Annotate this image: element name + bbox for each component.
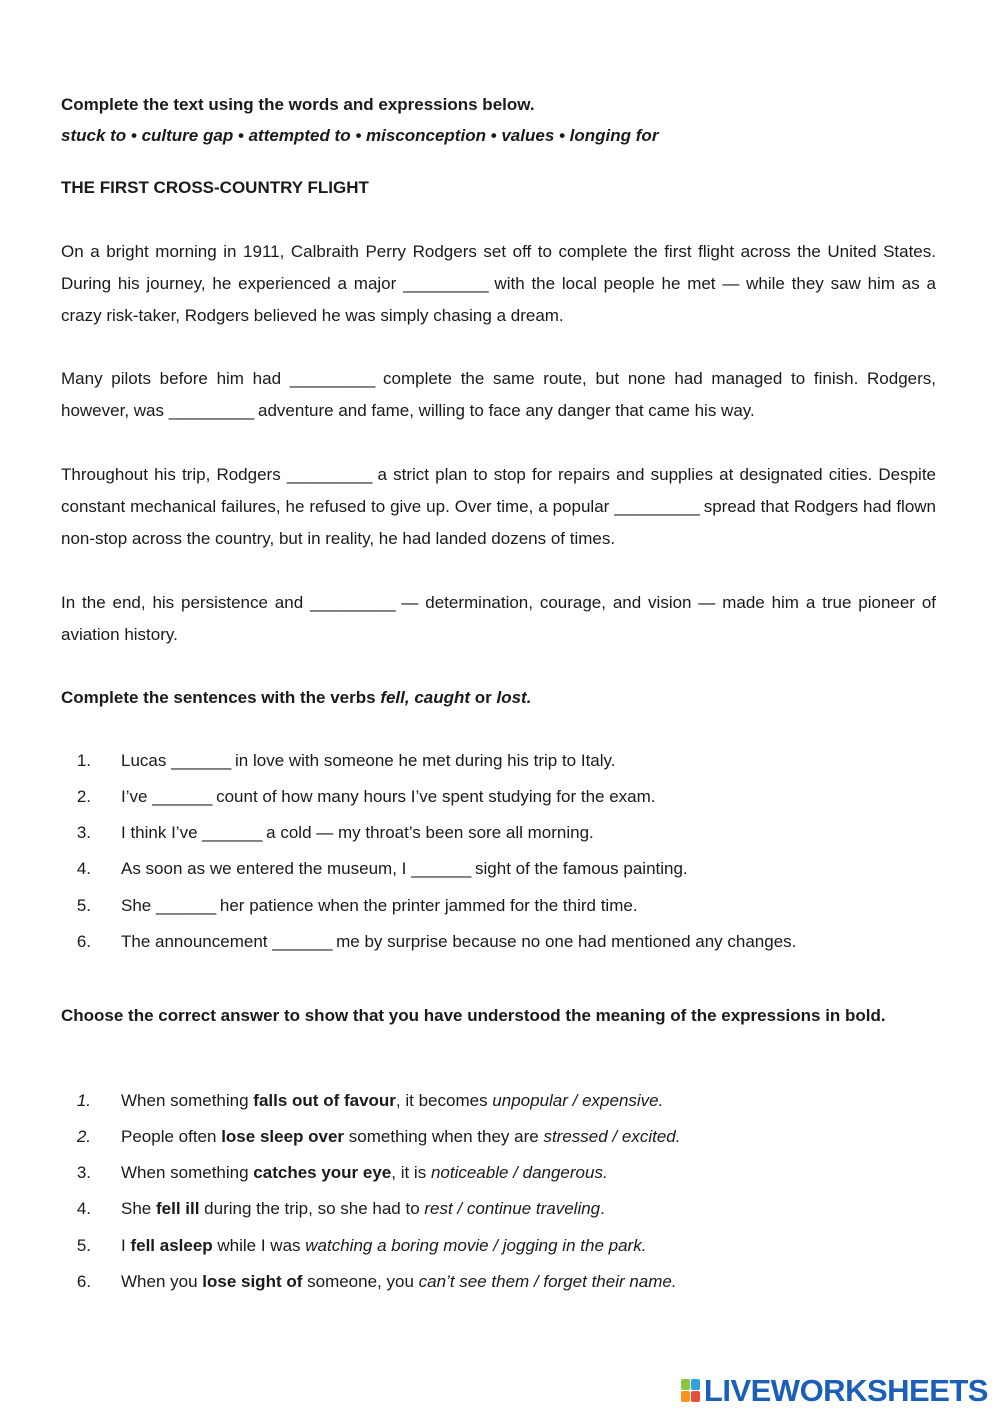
story-paragraph-2: Many pilots before him had __________ complete the same route, but none had managed to finish. Rodgers, however, was __________ adventure and fame, willing to face any danger that came his way. [61, 369, 936, 420]
answer-blank[interactable]: _______ [202, 823, 262, 842]
list-item: 3. I think I’ve _______ a cold — my throat’s been sore all morning. [76, 823, 594, 842]
answer-options[interactable]: rest / continue traveling [424, 1199, 601, 1218]
exercise-3-instruction: Choose the correct answer to show that you have understood the meaning of the expressions in bold. [61, 1006, 886, 1025]
story-title: THE FIRST CROSS-COUNTRY FLIGHT [61, 178, 369, 197]
list-item: 2. People often lose sleep over something when they are stressed / excited. [76, 1127, 681, 1146]
answer-blank[interactable]: _______ [411, 859, 471, 878]
answer-blank[interactable]: __________ [289, 369, 375, 388]
liveworksheets-badge-icon [681, 1379, 701, 1403]
answer-options[interactable]: watching a boring movie / jogging in the park. [305, 1236, 647, 1255]
list-item: 6. The announcement _______ me by surprise because no one had mentioned any changes. [76, 932, 797, 951]
answer-blank[interactable]: _______ [272, 932, 332, 951]
logo-text: LIVEWORKSHEETS [703, 1373, 988, 1408]
story-paragraph-4: In the end, his persistence and __________ — determination, courage, and vision — made him a true pioneer of aviation history. [61, 593, 936, 644]
answer-options[interactable]: can’t see them / forget their name. [418, 1272, 677, 1291]
list-item: 4. As soon as we entered the museum, I _______ sight of the famous painting. [76, 859, 688, 878]
answer-blank[interactable]: __________ [403, 274, 488, 293]
answer-options[interactable]: stressed / excited. [543, 1127, 681, 1146]
answer-options[interactable]: unpopular / expensive. [492, 1091, 664, 1110]
list-item: 1. Lucas _______ in love with someone he met during his trip to Italy. [76, 751, 616, 770]
answer-blank[interactable]: __________ [614, 497, 699, 516]
list-item: 2. I’ve _______ count of how many hours I’ve spent studying for the exam. [76, 787, 656, 806]
answer-blank[interactable]: __________ [310, 593, 395, 612]
answer-blank[interactable]: _______ [152, 787, 212, 806]
story-paragraph-1: On a bright morning in 1911, Calbraith Perry Rodgers set off to complete the first flight across the United States. During his journey, he experienced a major __________ with the local people he met — while they saw him as a crazy risk-taker, Rodgers believed he was simply chasing a dream. [61, 242, 936, 325]
list-item: 5. She _______ her patience when the printer jammed for the third time. [76, 896, 638, 915]
exercise-2-instruction: Complete the sentences with the verbs fell, caught or lost. [61, 688, 532, 707]
answer-options[interactable]: noticeable / dangerous. [430, 1163, 608, 1182]
word-bank: stuck to • culture gap • attempted to • misconception • values • longing for [61, 126, 659, 145]
list-item: 5. I fell asleep while I was watching a boring movie / jogging in the park. [76, 1236, 647, 1255]
exercise-1-instruction: Complete the text using the words and expressions below. [61, 95, 535, 114]
answer-blank[interactable]: _______ [171, 751, 231, 770]
liveworksheets-logo [681, 1373, 988, 1408]
list-item: 3. When something catches your eye, it is noticeable / dangerous. [76, 1163, 608, 1182]
answer-blank[interactable]: __________ [168, 401, 254, 420]
story-paragraph-3: Throughout his trip, Rodgers __________ a strict plan to stop for repairs and supplies at designated cities. Despite constant mechanical failures, he refused to give up. Over time, a popular __________ spread that Rodgers had flown non-stop across the country, but in reality, he had landed dozens of times. [61, 465, 937, 548]
answer-blank[interactable]: _______ [155, 896, 216, 915]
list-item: 6. When you lose sight of someone, you can’t see them / forget their name. [76, 1272, 677, 1291]
list-item: 1. When something falls out of favour, it becomes unpopular / expensive. [76, 1091, 664, 1110]
list-item: 4. She fell ill during the trip, so she had to rest / continue traveling. [76, 1199, 605, 1218]
answer-blank[interactable]: __________ [286, 465, 372, 484]
